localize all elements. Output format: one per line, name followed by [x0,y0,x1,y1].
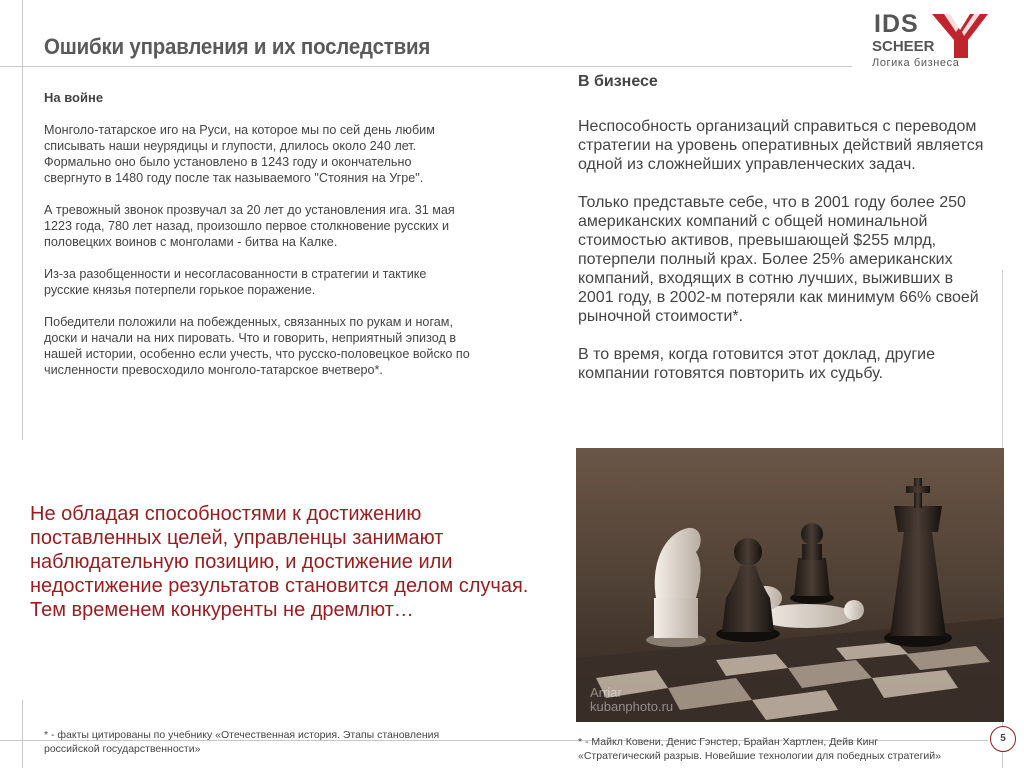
highlight-statement: Не обладая способностями к достижению поставленных целей, управленцы занимают наблюдательную позицию, и достижение или недостижение результатов становится делом случая. Тем временем конкуренты не дремлют… [30,503,529,621]
left-border-line-bottom [22,700,23,768]
right-border-line [1002,270,1003,450]
header-divider [0,66,852,67]
watermark-line: Arriar [590,685,622,700]
right-paragraph: В то время, когда готовится этот доклад, другие компании готовятся повторить их судьбу. [578,346,935,382]
logo-text-ids: IDS [874,10,919,38]
left-paragraph: Из-за разобщенности и несогласованности в стратегии и тактике русские князья потерпели горькое поражение. [44,266,427,297]
logo-y-mark-icon [930,10,990,60]
footnote-left: * - факты цитированы по учебнику «Отечественная история. Этапы становления российской государственности» [44,729,440,755]
footnote-book-title: «Стратегический разрыв. Новейшие технологии для победных стратегий» [578,750,941,762]
right-paragraph: Только представьте себе, что в 2001 году более 250 американских компаний с общей номинальной стоимостью активов, превышающей $255 млрд, потерпели полный крах. Более 25% американских компаний, входящих в сотню лучших, выживших в 2001 году, в 2002-м потеряли как минимум 66% своей рыночной стоимости*. [578,194,979,325]
logo-tagline: Логика бизнеса [872,57,960,69]
right-column [578,72,992,402]
chess-pieces-icon [576,448,1004,722]
left-paragraph: Победители положили на побежденных, связанных по рукам и ногам, доски и начали на них пировать. Что и говорить, неприятный эпизод в нашей истории, особенно если учесть, что русско-половецкое войско по численности превосходило монголо-татарское вчетверо*. [44,314,470,377]
watermark-line: kubanphoto.ru [590,699,674,714]
logo-text-scheer: SCHEER [872,38,935,55]
left-subtitle: На войне [44,90,104,105]
footnote-authors: * - Майкл Ковени, Денис Гэнстер, Брайан Хартлен, Дейв Кинг [578,736,879,748]
left-column [44,90,484,394]
footnote-right [578,735,998,763]
photo-watermark [590,686,673,714]
right-paragraph: Неспособность организаций справиться с переводом стратегии на уровень оперативных действий является одной из сложнейших управленческих задач. [578,118,984,173]
chess-photo [576,448,1004,722]
page-number-badge: 5 [990,726,1016,752]
left-paragraph: Монголо-татарское иго на Руси, на которое мы по сей день любим списывать наши неурядицы и глупости, длилось около 240 лет. Формально оно было установлено в 1243 году и окончательно свергнуто в 1480 году после так называемого "Стояния на Угре". [44,122,435,185]
ids-scheer-logo [868,8,998,70]
left-paragraph: А тревожный звонок прозвучал за 20 лет до установления ига. 31 мая 1223 года, 780 лет назад, произошло первое столкновение русских и половецких воинов с монголами - битва на Калке. [44,202,455,249]
slide-title: Ошибки управления и их последствия [44,34,431,59]
right-subtitle: В бизнесе [578,73,658,90]
